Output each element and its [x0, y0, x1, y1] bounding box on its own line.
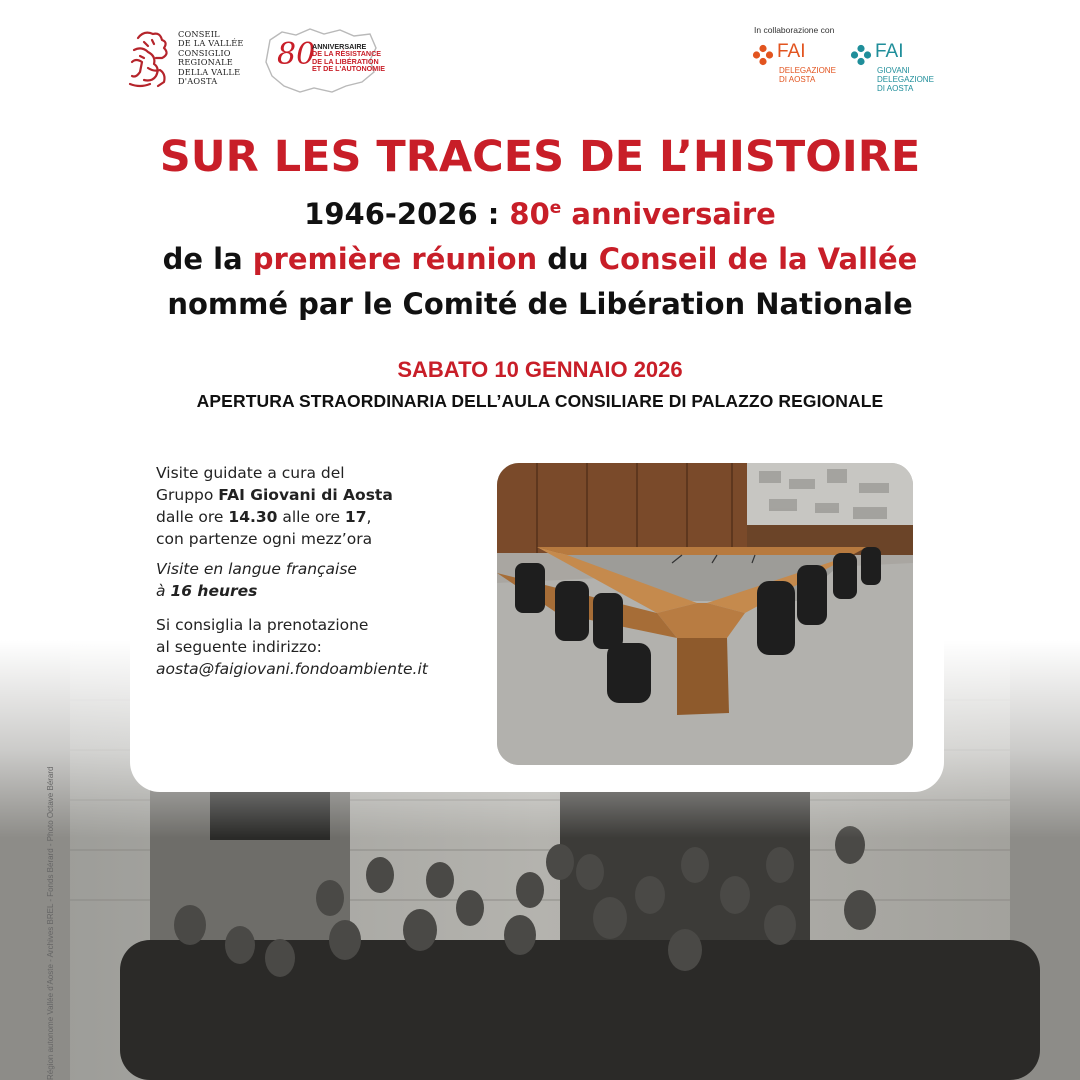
event-subtitle: APERTURA STRAORDINARIA DELL’AULA CONSILIARE DI PALAZZO REGIONALE	[196, 391, 884, 411]
visit-info: Visite guidate a cura del Gruppo FAI Giovani di Aosta dalle ore 14.30 alle ore 17, con partenze ogni mezz’ora Visite en langue française à 16 heures Si consiglia la prenotazione al seguente indirizzo: aosta@faigiovani.fondoambiente.it	[156, 462, 476, 680]
first-meeting-line: de la première réunion du Conseil de la Vallée	[162, 242, 918, 276]
committee-line: nommé par le Comité de Libération Nationale	[167, 287, 913, 321]
fai-giovani-logo: FAI GIOVANI DELEGAZIONE DI AOSTA	[850, 42, 950, 92]
anniversary-logo	[262, 26, 386, 96]
main-title: SUR LES TRACES DE L’HISTOIRE	[159, 132, 921, 182]
fai-delegazione-logo: FAI DELEGAZIONE DI AOSTA	[752, 42, 852, 92]
booking-line: Si consiglia la prenotazione	[156, 616, 369, 634]
anniversary-digits: 80	[277, 37, 316, 72]
fai-flower-icon	[752, 44, 774, 66]
anniversary-text: ANNIVERSAIRE DE LA RÉSISTANCE DE LA LIBÉRATION ET DE L'AUTONOMIE	[312, 42, 386, 74]
booking-email-link[interactable]: aosta@faigiovani.fondoambiente.it	[156, 660, 428, 678]
fai-flower-icon	[850, 44, 872, 66]
council-chamber-photo	[497, 463, 913, 765]
guided-visits-line: Visite guidate a cura del	[156, 464, 345, 482]
french-visits-line: Visite en langue française	[156, 560, 357, 578]
council-name: CONSEIL DE LA VALLÉE CONSIGLIO REGIONALE DELLA VALLE D'AOSTA	[178, 29, 244, 87]
event-date: SABATO 10 GENNAIO 2026	[397, 357, 683, 382]
collaboration-label: In collaborazione con	[754, 25, 835, 35]
photo-credit: Région autonome Vallée d’Aoste - Archives BREL - Fonds Bérard - Photo Octave Bérard	[46, 766, 55, 1080]
anniversary-line: 1946-2026 : 80e anniversaire	[304, 197, 776, 231]
council-logo	[126, 28, 244, 92]
lion-emblem-icon	[126, 28, 176, 90]
